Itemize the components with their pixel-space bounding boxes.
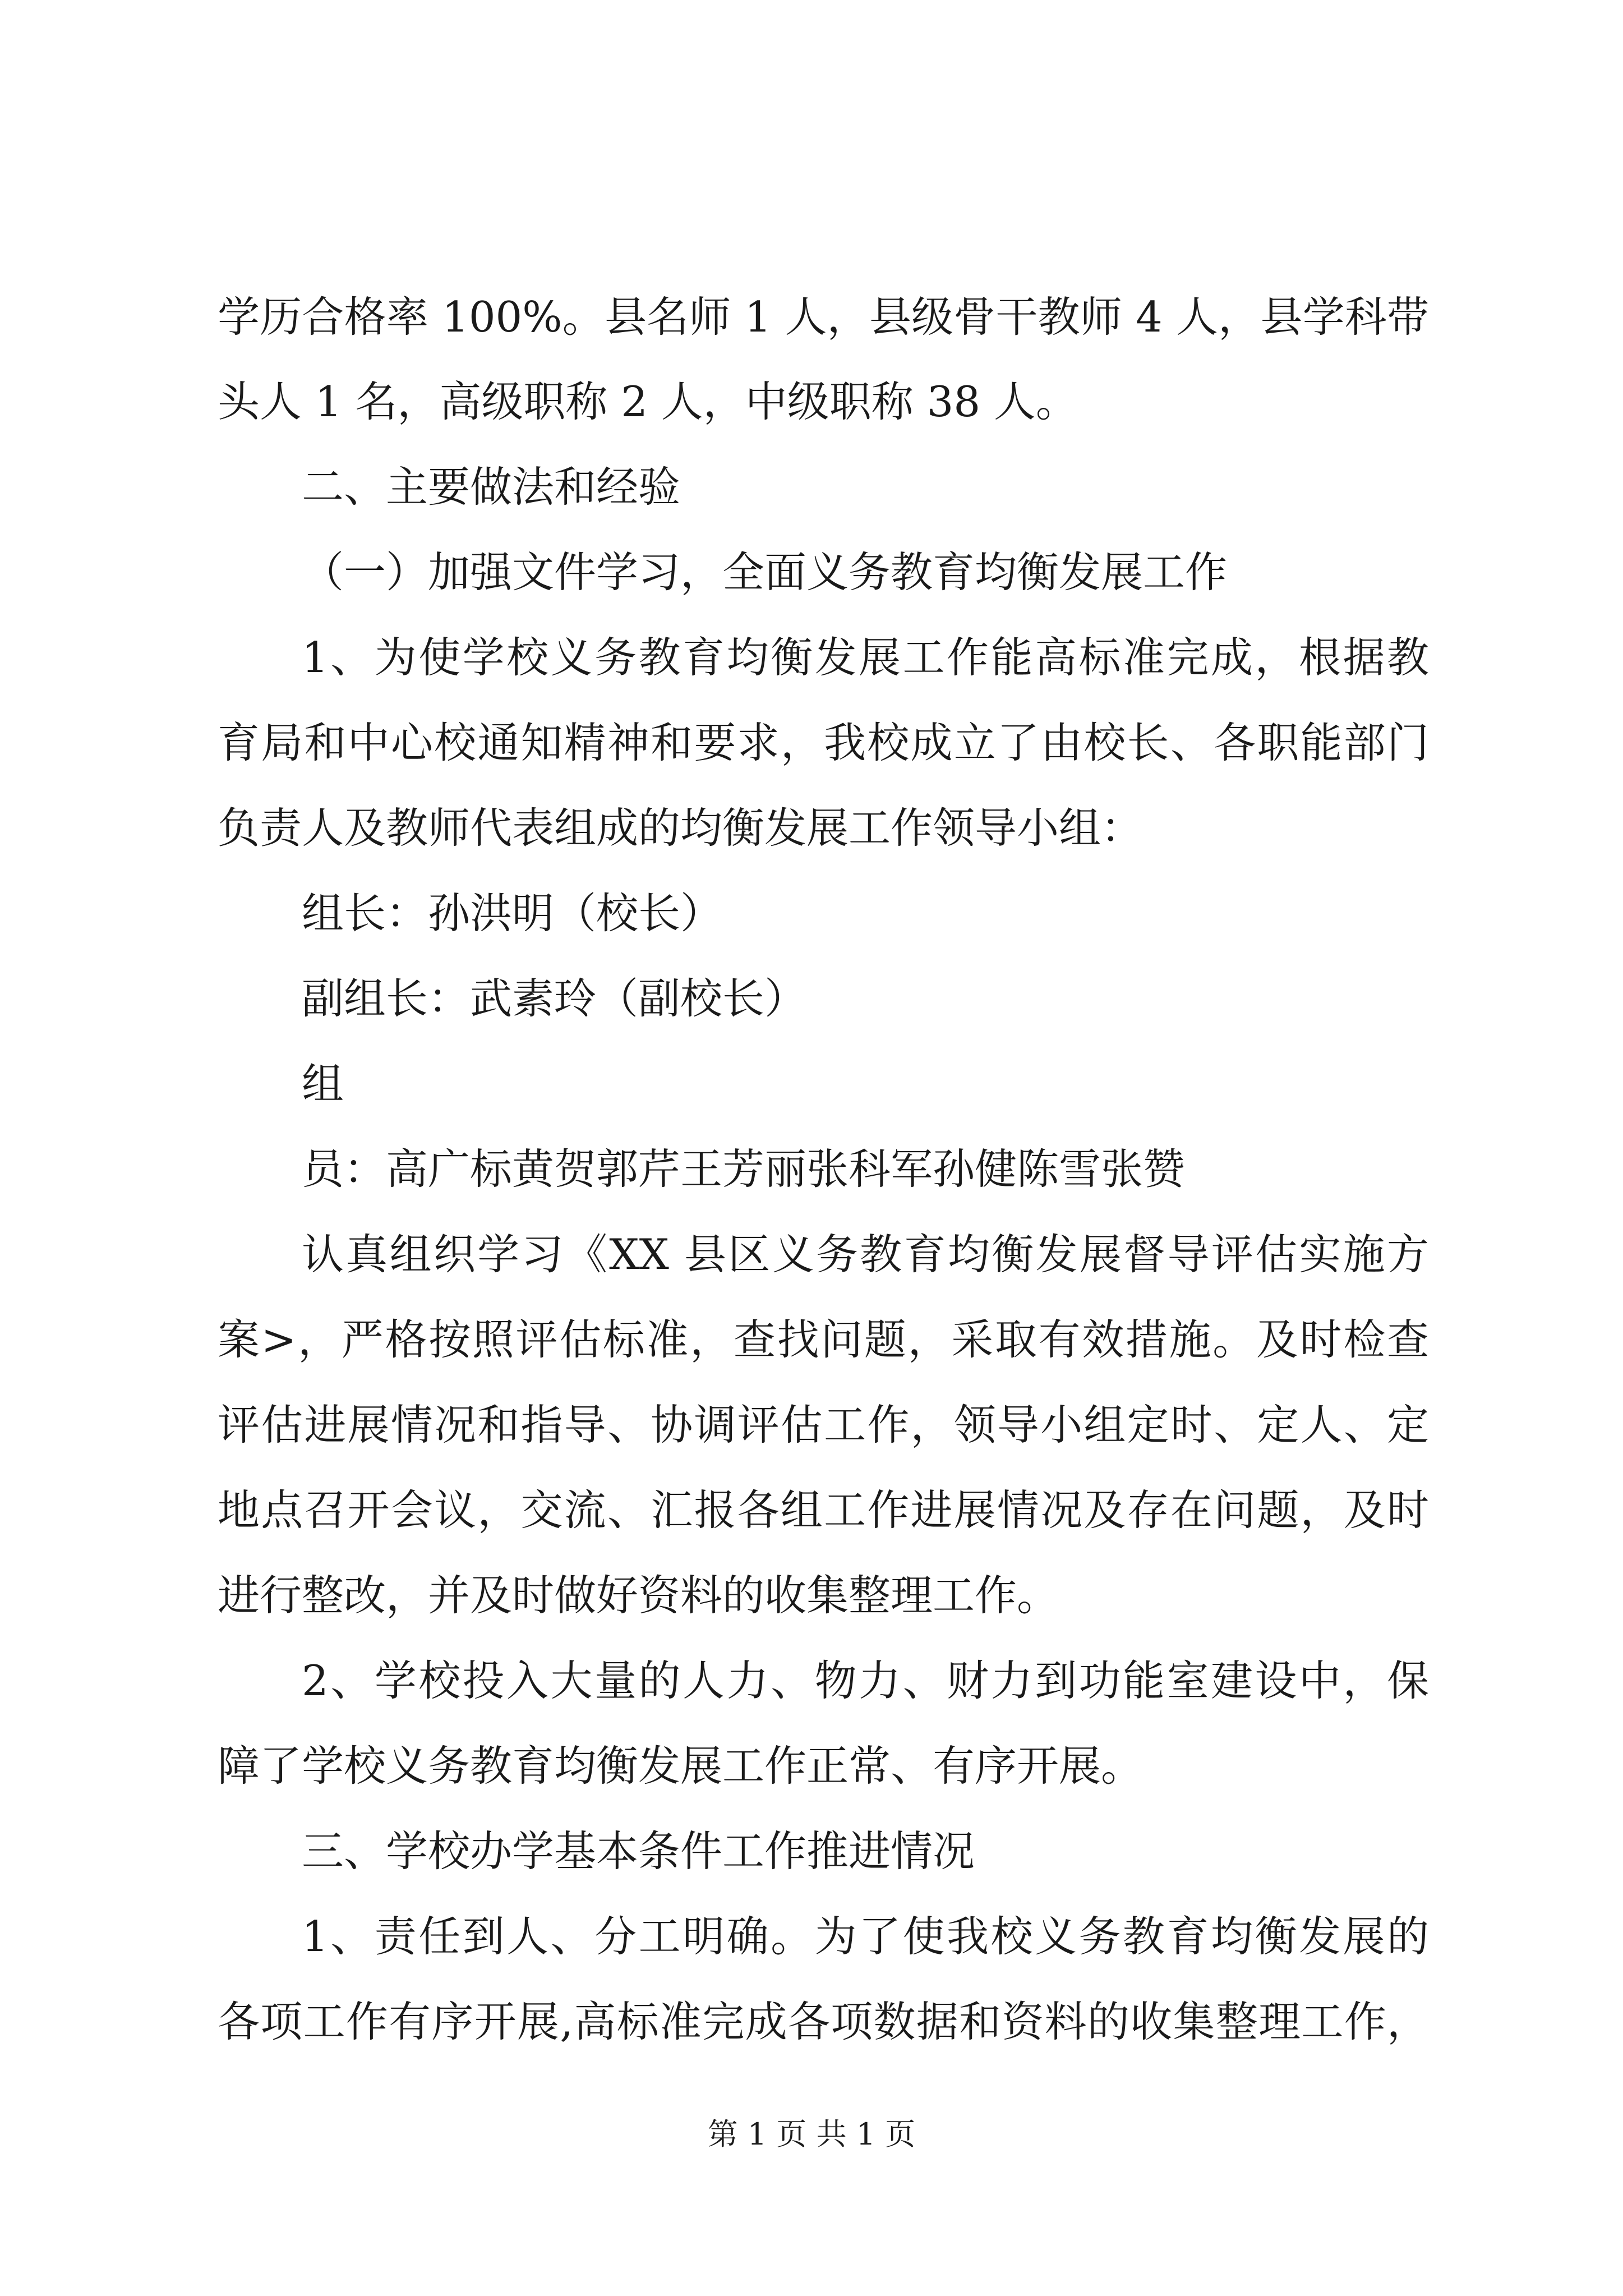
text-line-16: 进行整改，并及时做好资料的收集整理工作。 [218, 1571, 1059, 1620]
section-heading-3: 三、学校办学基本条件工作推进情况 [302, 1826, 975, 1876]
deputy-leader-line: 副组长：武素玲（副校长） [302, 974, 807, 1023]
text-line-17: 2、学校投入大量的人力、物力、财力到功能室建设中，保 [302, 1656, 1429, 1705]
leader-line: 组长：孙洪明（校长） [302, 889, 723, 938]
members-label: 组 [302, 1059, 344, 1108]
text-line-12: 认真组织学习《XX 县区义务教育均衡发展督导评估实施方 [302, 1230, 1429, 1279]
section-heading-2: 二、主要做法和经验 [302, 462, 681, 512]
text-line-18: 障了学校义务教育均衡发展工作正常、有序开展。 [218, 1741, 1144, 1791]
text-line-21: 各项工作有序开展,高标准完成各项数据和资料的收集整理工作， [218, 1997, 1429, 2046]
page-footer: 第 1 页 共 1 页 [707, 2116, 916, 2152]
text-line-15: 地点召开会议，交流、汇报各组工作进展情况及存在问题，及时 [218, 1485, 1429, 1535]
text-line-5: 1、为使学校义务教育均衡发展工作能高标准完成，根据教 [302, 633, 1429, 682]
subsection-heading-1: （一）加强文件学习，全面义务教育均衡发展工作 [302, 547, 1228, 597]
text-line-1: 学历合格率 100%。县名师 1 人，县级骨干教师 4 人，县学科带 [218, 292, 1429, 342]
text-line-20: 1、责任到人、分工明确。为了使我校义务教育均衡发展的 [302, 1912, 1429, 1961]
text-line-14: 评估进展情况和指导、协调评估工作，领导小组定时、定人、定 [218, 1400, 1429, 1450]
text-line-6: 育局和中心校通知精神和要求，我校成立了由校长、各职能部门 [218, 718, 1429, 767]
text-line-7: 负责人及教师代表组成的均衡发展工作领导小组： [218, 803, 1144, 853]
text-line-2: 头人 1 名，高级职称 2 人，中级职称 38 人。 [218, 377, 1078, 426]
members-line: 员：高广标黄贺郭芹王芳丽张科军孙健陈雪张赞 [302, 1144, 1186, 1194]
text-line-13: 案>，严格按照评估标准，查找问题，采取有效措施。及时检查 [218, 1315, 1429, 1364]
